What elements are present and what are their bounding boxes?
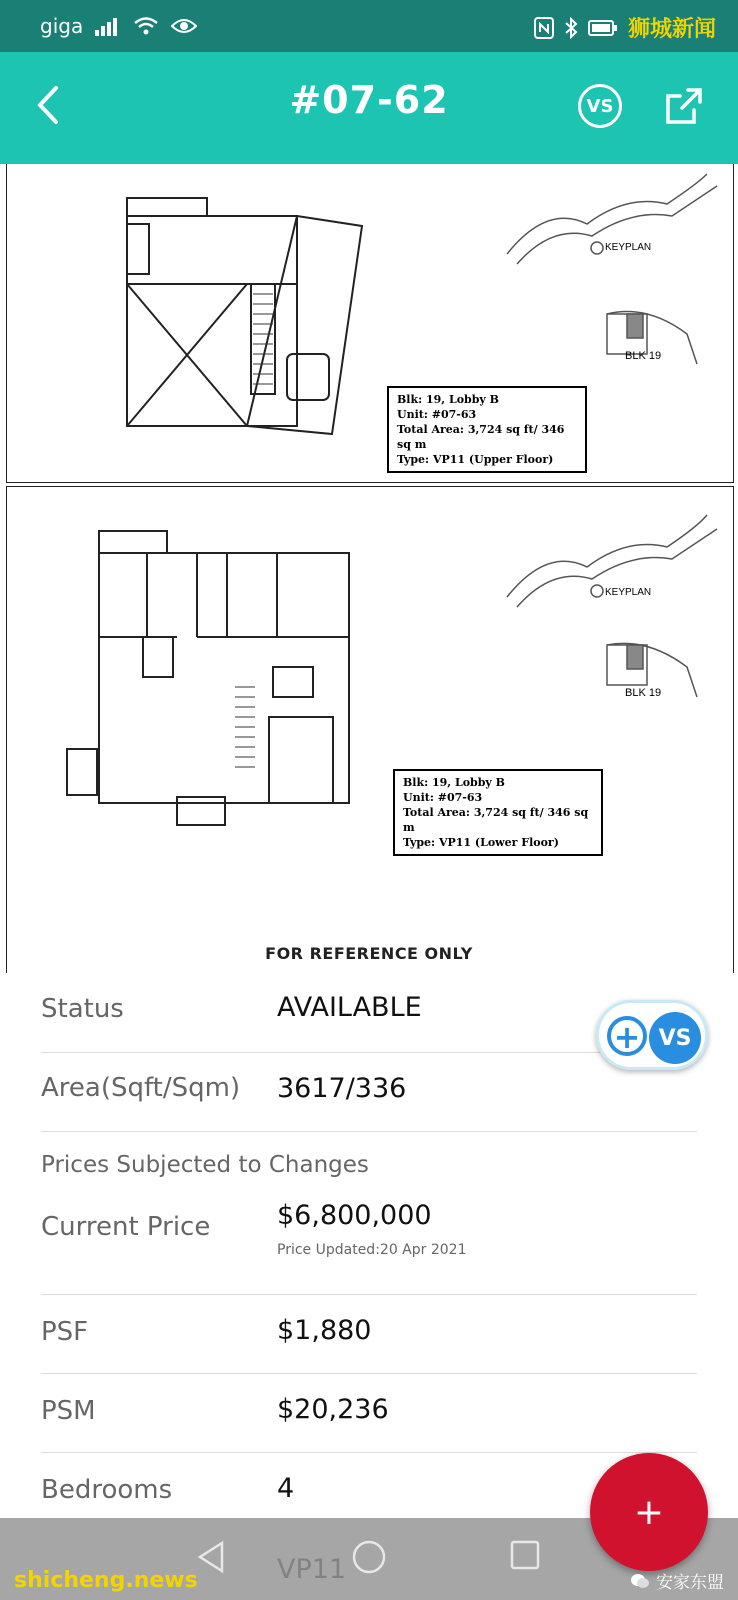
- bedrooms-value: 4: [277, 1473, 295, 1504]
- current-price-label: Current Price: [41, 1212, 211, 1242]
- info-area: Total Area: 3,724 sq ft/ 346 sq m: [403, 806, 589, 834]
- add-compare-button[interactable]: [596, 1000, 708, 1070]
- nav-recents-icon[interactable]: [510, 1540, 540, 1570]
- external-link-icon: [664, 86, 704, 126]
- detail-row-area: [41, 1053, 697, 1132]
- info-unit: Unit: #07-63: [403, 791, 483, 804]
- signal-icon: [95, 16, 121, 36]
- compare-header-button[interactable]: [578, 84, 622, 128]
- floorplan-image[interactable]: [0, 164, 738, 980]
- psf-label: PSF: [41, 1317, 89, 1347]
- info-unit: Unit: #07-63: [397, 408, 477, 421]
- detail-row-price: [41, 1132, 697, 1295]
- unit-info-upper: [387, 386, 587, 473]
- floorplan-drawing-lower: [7, 487, 733, 973]
- nav-back-icon[interactable]: [196, 1540, 226, 1574]
- nfc-icon: [534, 17, 554, 39]
- blk-label: BLK 19: [625, 350, 662, 362]
- bedrooms-label: Bedrooms: [41, 1475, 173, 1505]
- info-block: Blk: 19, Lobby B: [403, 776, 505, 789]
- nav-home-icon[interactable]: [352, 1540, 386, 1574]
- keyplan-label: KEYPLAN: [605, 587, 652, 598]
- wifi-icon: [133, 16, 159, 36]
- vs-icon: VS: [586, 95, 614, 117]
- info-type: Type: VP11 (Lower Floor): [403, 836, 559, 849]
- plus-icon: +: [633, 1491, 665, 1533]
- share-button[interactable]: [664, 86, 704, 126]
- floorplan-upper: [6, 164, 734, 483]
- psf-value: $1,880: [277, 1315, 372, 1346]
- floorplan-drawing-upper: [7, 164, 733, 482]
- detail-row-psf: [41, 1295, 697, 1374]
- price-updated: Price Updated:20 Apr 2021: [277, 1242, 467, 1258]
- status-bar: [0, 0, 738, 52]
- blk-label: BLK 19: [625, 687, 662, 699]
- app-bar: [0, 52, 738, 164]
- price-note: Prices Subjected to Changes: [41, 1152, 369, 1178]
- status-value: AVAILABLE: [277, 992, 422, 1023]
- info-area: Total Area: 3,724 sq ft/ 346 sq m: [397, 423, 565, 451]
- watermark-top: 狮城新闻: [627, 17, 716, 42]
- carrier-label: giga: [40, 14, 84, 38]
- wechat-icon: [630, 1572, 650, 1590]
- area-value: 3617/336: [277, 1073, 407, 1104]
- psm-value: $20,236: [277, 1394, 389, 1425]
- watermark-bottom-left: shicheng.news: [14, 1568, 198, 1593]
- psm-label: PSM: [41, 1396, 96, 1426]
- detail-row-psm: [41, 1374, 697, 1453]
- watermark-bottom-right: [630, 1568, 724, 1593]
- vs-icon: VS: [649, 1012, 701, 1064]
- info-block: Blk: 19, Lobby B: [397, 393, 499, 406]
- add-fab-button[interactable]: [590, 1453, 708, 1571]
- reference-note: FOR REFERENCE ONLY: [265, 944, 473, 963]
- keyplan-label: KEYPLAN: [605, 242, 652, 253]
- bluetooth-icon: [564, 17, 578, 39]
- page-title: #07-62: [289, 78, 449, 122]
- eye-icon: [171, 16, 197, 36]
- plus-icon: +: [607, 1016, 647, 1056]
- watermark-right-text: 安家东盟: [656, 1573, 724, 1593]
- unit-info-lower: [393, 769, 603, 856]
- floorplan-lower: [6, 486, 734, 973]
- area-label: Area(Sqft/Sqm): [41, 1073, 241, 1103]
- info-type: Type: VP11 (Upper Floor): [397, 453, 554, 466]
- status-label: Status: [41, 994, 124, 1024]
- current-price-value: $6,800,000: [277, 1200, 432, 1231]
- battery-icon: [588, 19, 618, 37]
